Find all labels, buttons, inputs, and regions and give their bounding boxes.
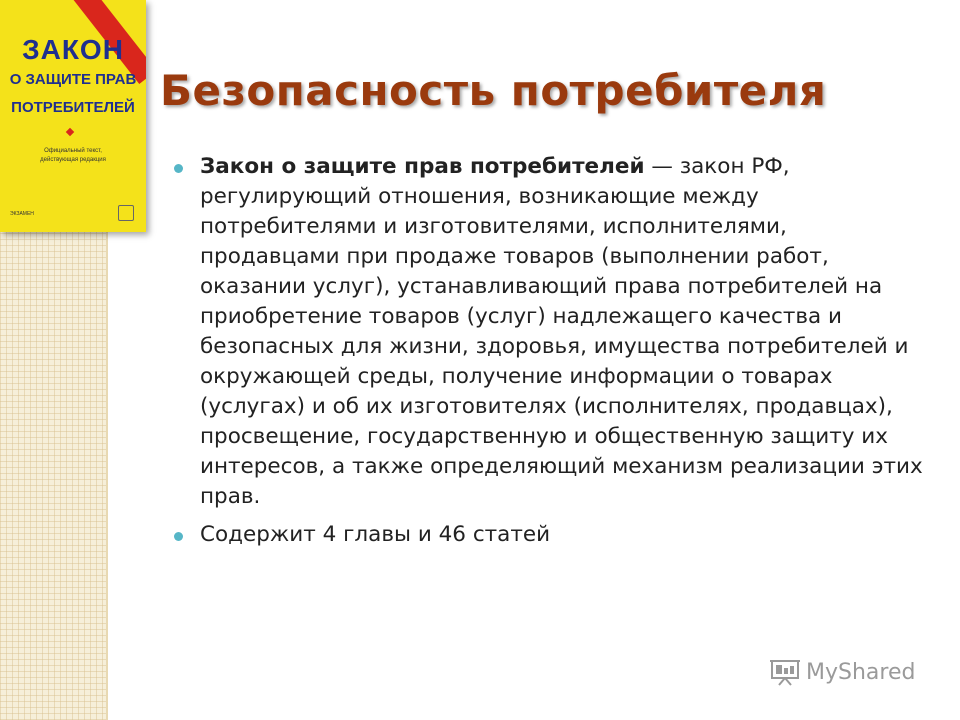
bullet-bold-text: Закон о защите прав потребителей — [200, 154, 645, 179]
bullet-item — [170, 520, 925, 550]
bullet-text: Содержит 4 главы и 46 статей — [200, 522, 551, 547]
slide-content — [170, 152, 925, 558]
book-title-line1: ЗАКОН — [22, 34, 124, 65]
book-title-line3: ПОТРЕБИТЕЛЕЙ — [11, 99, 135, 116]
book-cover-image — [0, 0, 146, 232]
bullet-text — [200, 152, 925, 512]
slide-title: Безопасность потребителя — [160, 66, 827, 115]
book-subtitle-line2: действующая редакция — [40, 157, 106, 163]
presentation-board-icon — [770, 658, 800, 686]
book-subtitle-line1: Официальный текст, — [44, 148, 102, 154]
bullet-dot-icon — [174, 164, 183, 173]
bullet-dot-icon — [174, 532, 183, 541]
book-title-line2: О ЗАЩИТЕ ПРАВ — [9, 71, 137, 88]
watermark-text: MyShared — [806, 659, 916, 685]
book-publisher: ЭКЗАМЕН — [10, 211, 34, 217]
book-emblem-icon — [118, 205, 134, 221]
bullet-body-text: — закон РФ, регулирующий отношения, возникающие между потребителями и изготовителями, исполнителями, продавцами при продаже товаров (выполнении работ, оказании услуг), устанавливающий права потребителей на приобретение товаров (услуг) надлежащего качества и безопасных для жизни, здоровья, имущества потребителей и окружающей среды, получение информации о товарах (услугах) и об их изготовителях (исполнителях, продавцах), просвещение, государственную и общественную защиту их интересов, а также определяющий механизм реализации этих прав. — [200, 154, 923, 509]
bullet-item — [170, 152, 925, 512]
watermark — [770, 658, 915, 686]
book-diamond-icon — [66, 128, 74, 136]
